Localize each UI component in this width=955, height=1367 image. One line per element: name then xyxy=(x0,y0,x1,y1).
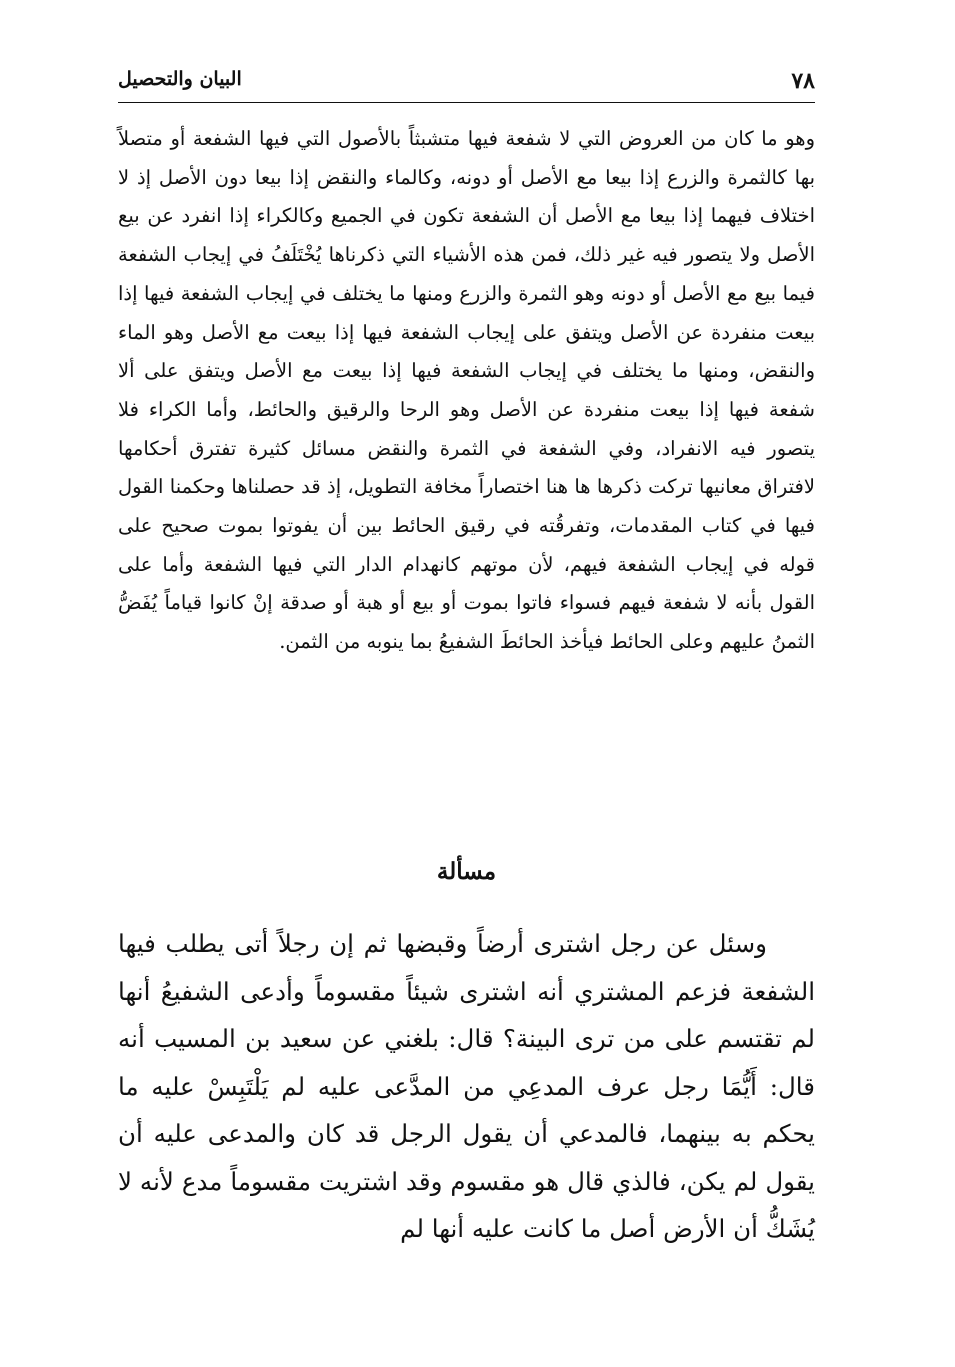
section-heading: مسألة xyxy=(436,858,497,885)
commentary-paragraph: وهو ما كان من العروض التي لا شفعة فيها متشبثاً بالأصول التي فيها الشفعة أو متصلاً بها كالثمرة والزرع إذا بيعا مع الأصل أو دونه، وكالماء والنقض إذا بيعا دون الأصل إذ لا اختلاف فيهما إذا بيعا مع الأصل أن الشفعة تكون في الجميع وكالكراء إذا انفرد عن بيع الأصل ولا يتصور فيه غير ذلك، فمن هذه الأشياء التي ذكرناها يُخْتَلَفُ في إيجاب الشفعة فيما بيع مع الأصل أو دونه وهو الثمرة والزرع ومنها ما يختلف في إيجاب الشفعة فيها إذا بيعت منفردة عن الأصل ويتفق على إيجاب الشفعة فيها إذا بيعت مع الأصل وهو الماء والنقض، ومنها ما يختلف في إيجاب الشفعة فيها إذا بيعت مع الأصل ويتفق على ألا شفعة فيها إذا بيعت منفردة عن الأصل وهو الرحا والرقيق والحائط، وأما الكراء فلا يتصور فيه الانفراد، وفي الشفعة في الثمرة والنقض مسائل كثيرة تفترق أحكامها لافتراق معانيها تركت ذكرها ها هنا اختصاراً مخافة التطويل، إذ قد حصلناها وحكمنا القول فيها في كتاب المقدمات، وتفرقُته في رقيق الحائط بين أن يفوتوا بموت صحيح على قوله في إيجاب الشفعة فيهم، لأن موتهم كانهدام الدار التي فيها الشفعة وأما على القول بأنه لا شفعة فيهم فسواء فاتوا بموت أو بيع أو هبة أو صدقة إنْ كانوا قياماً يُفَضُّ الثمنُ عليهم وعلى الحائط فيأخذ الحائطَ الشفيعُ بما ينوبه من الثمن. xyxy=(118,127,815,654)
running-header xyxy=(118,62,815,103)
book-title: البيان والتحصيل xyxy=(118,68,242,90)
question-paragraph: وسئل عن رجل اشترى أرضاً وقبضها ثم إن رجلاً أتى يطلب فيها الشفعة فزعم المشتري أنه اشترى شيئاً مقسوماً وأدعى الشفيعُ أنها لم تقتسم على من ترى البينة؟ قال: بلغني عن سعيد بن المسيب أنه قال: أَيُّمَا رجل عرف المدعِي من المدَّعى عليه لم يَلْتَبِسْ عليه ما يحكم به بينهما، فالمدعي أن يقول الرجل قد كان والمدعى عليه أن يقول لم يكن، فالذي قال هو مقسوم وقد اشتريت مقسوماً مدع لأنه لا يُشَكُّ أن الأرض أصل ما كانت عليه أنها لم xyxy=(118,929,815,1243)
page-number: ٧٨ xyxy=(791,68,815,94)
